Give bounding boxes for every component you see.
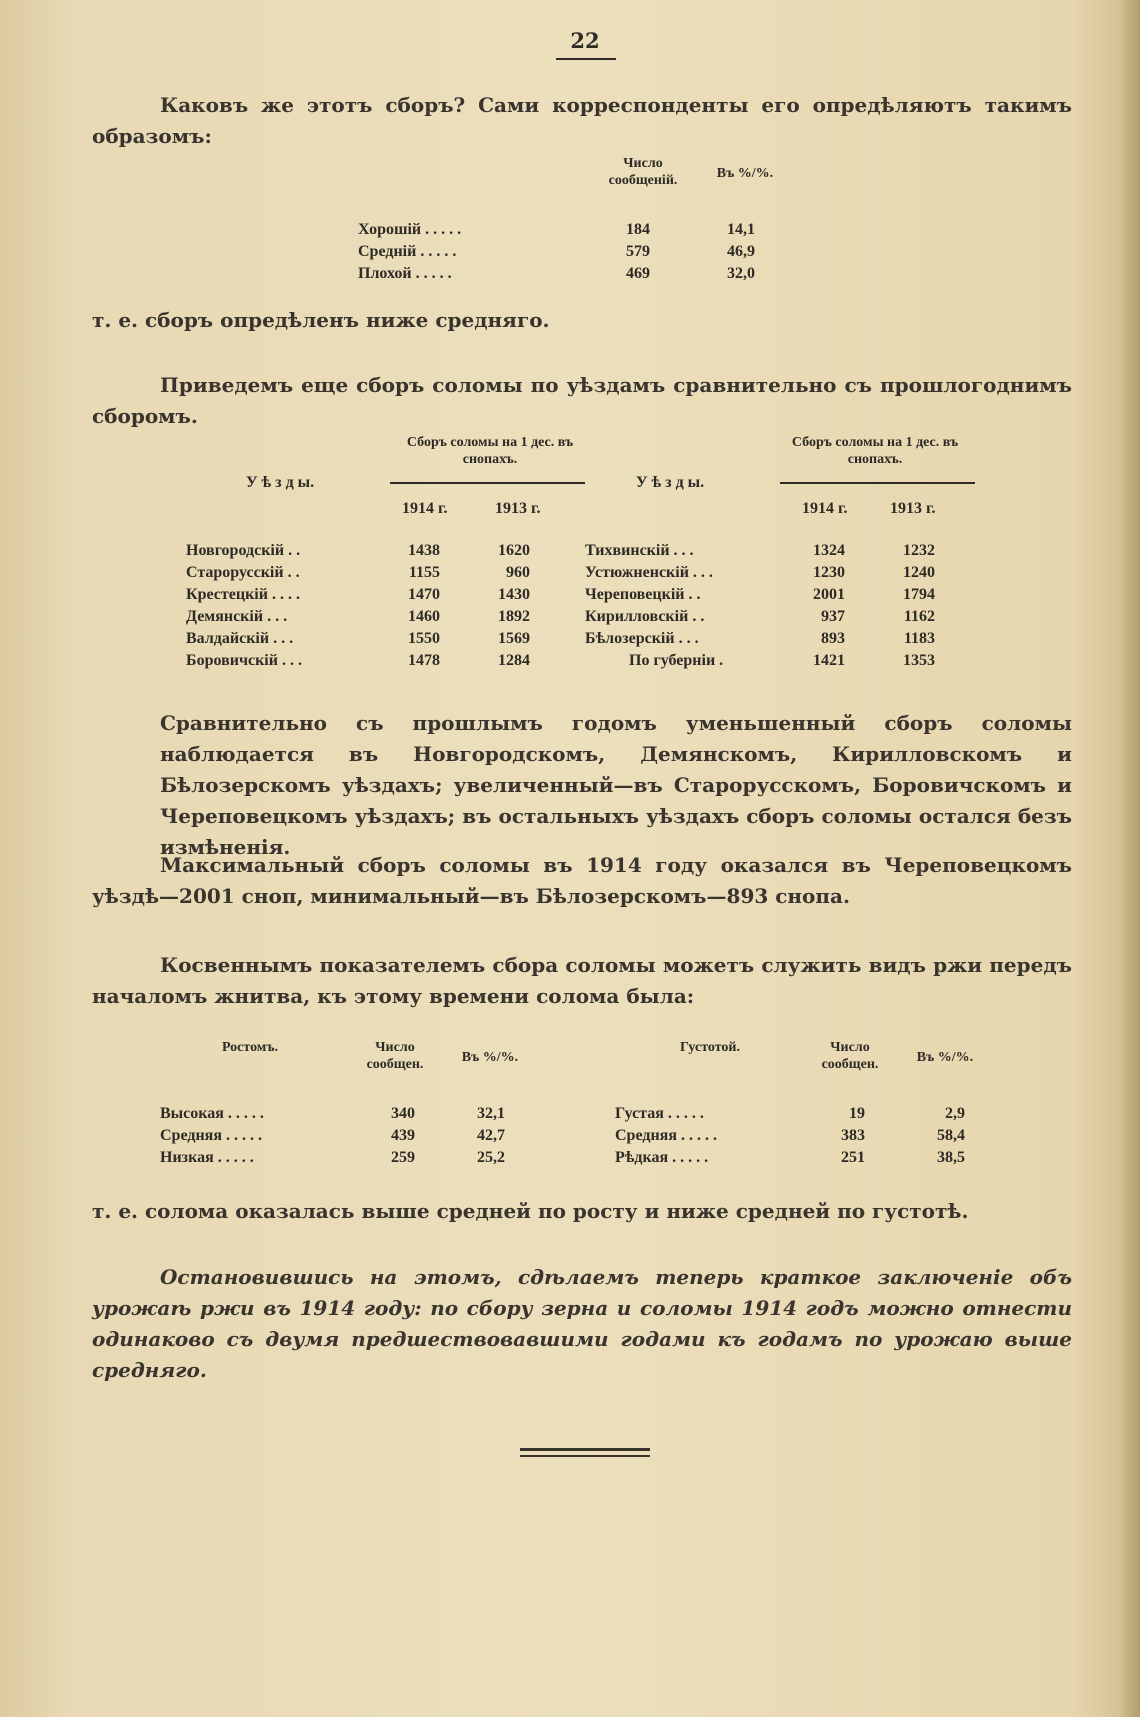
page-edge-shadow — [1118, 0, 1140, 1717]
comparison-paragraph: Сравнительно съ прошлымъ годомъ уменьшенный сборъ соломы наблюдается въ Новгородскомъ, Демянскомъ, Кирилловскомъ и Бѣлозерскомъ уѣздахъ; увеличенный—въ Старорусскомъ, Боровичскомъ и Череповецкомъ уѣздахъ; въ остальныхъ уѣздахъ сборъ соломы остался безъ измѣненія. — [160, 711, 1072, 859]
district-1913: 960 — [506, 564, 530, 581]
district-name: Новгородскій . . — [186, 542, 301, 559]
district-1913: 1232 — [903, 542, 935, 559]
page-number-underline — [556, 58, 616, 60]
density-row-count: 251 — [841, 1149, 865, 1166]
district-1913: 1162 — [903, 608, 935, 625]
district-1914: 937 — [821, 608, 845, 625]
district-1914: 1421 — [813, 652, 845, 669]
district-name: Демянскій . . . — [186, 608, 288, 625]
height-row-label: Высокая . . . . . — [160, 1105, 264, 1122]
harvest-row-count: 579 — [626, 243, 650, 260]
straw-group-header-left: Сборъ соломы на 1 дес. въ снопахъ. — [406, 435, 574, 467]
density-row-pct: 2,9 — [945, 1105, 965, 1122]
end-rule-top — [520, 1448, 650, 1451]
district-name: Крестецкій . . . . — [186, 586, 300, 603]
harvest-row-label: Хорошій . . . . . — [358, 221, 462, 238]
density-col-pct-header: Въ %/%. — [916, 1050, 974, 1065]
harvest-row-pct: 14,1 — [727, 221, 755, 238]
straw-intro-paragraph: Приведемъ еще сборъ соломы по уѣздамъ сравнительно съ прошлогоднимъ сборомъ. — [92, 373, 1072, 428]
year-1913-header-left: 1913 г. — [495, 500, 541, 517]
year-1914-header-right: 1914 г. — [802, 500, 848, 517]
intro-paragraph: Каковъ же этотъ сборъ? Сами корреспонденты его опредѣляютъ такимъ образомъ: — [92, 93, 1072, 148]
district-1913: 1183 — [903, 630, 935, 647]
height-col-pct-header: Въ %/%. — [461, 1050, 519, 1065]
district-1913: 1569 — [498, 630, 530, 647]
height-row-pct: 25,2 — [477, 1149, 505, 1166]
district-col-header-right: У ѣ з д ы. — [635, 474, 705, 491]
density-title: Густотой. — [680, 1040, 740, 1055]
district-name: Кирилловскій . . — [585, 608, 705, 625]
page-number: 22 — [570, 28, 600, 53]
height-row-count: 439 — [391, 1127, 415, 1144]
district-1914: 1478 — [408, 652, 440, 669]
harvest-col-pct-header: Въ %/%. — [716, 166, 774, 181]
height-row-count: 259 — [391, 1149, 415, 1166]
district-1914: 1550 — [408, 630, 440, 647]
straw-district-table — [186, 432, 990, 672]
district-name: Бѣлозерскій . . . — [585, 630, 699, 647]
district-name: Тихвинскій . . . — [585, 542, 694, 559]
density-row-pct: 38,5 — [937, 1149, 965, 1166]
max-paragraph: Максимальный сборъ соломы въ 1914 году оказался въ Череповецкомъ уѣздѣ—2001 сноп, минимальный—въ Бѣлозерскомъ—893 снопа. — [92, 853, 1072, 908]
indirect-paragraph: Косвеннымъ показателемъ сбора соломы можетъ служить видъ ржи передъ началомъ жнитва, къ этому времени солома была: — [92, 953, 1072, 1008]
year-1913-header-right: 1913 г. — [890, 500, 936, 517]
district-name: Череповецкій . . — [585, 586, 701, 603]
harvest-row-pct: 32,0 — [727, 265, 755, 282]
height-row-label: Низкая . . . . . — [160, 1149, 254, 1166]
district-1913: 1794 — [903, 586, 935, 603]
height-row-pct: 42,7 — [477, 1127, 505, 1144]
straw-group-header-right: Сборъ соломы на 1 дес. въ снопахъ. — [791, 435, 959, 467]
density-row-pct: 58,4 — [937, 1127, 965, 1144]
straw-conclusion: т. е. солома оказалась выше средней по росту и ниже средней по густотѣ. — [92, 1199, 969, 1223]
height-row-count: 340 — [391, 1105, 415, 1122]
height-row-label: Средняя . . . . . — [160, 1127, 262, 1144]
height-col-count-header: Число сообщен. — [366, 1040, 424, 1072]
height-row-pct: 32,1 — [477, 1105, 505, 1122]
district-col-header-left: У ѣ з д ы. — [245, 474, 315, 491]
district-name: По губерніи . — [629, 652, 724, 669]
density-row-count: 383 — [841, 1127, 865, 1144]
harvest-row-label: Средній . . . . . — [358, 243, 457, 260]
district-1914: 1324 — [813, 542, 845, 559]
district-name: Устюжненскій . . . — [585, 564, 713, 581]
district-1913: 1892 — [498, 608, 530, 625]
district-1914: 1438 — [408, 542, 440, 559]
district-1914: 2001 — [813, 586, 845, 603]
harvest-row-pct: 46,9 — [727, 243, 755, 260]
density-row-label: Густая . . . . . — [615, 1105, 704, 1122]
harvest-col-count-header: Число сообщеній. — [608, 156, 678, 188]
district-name: Валдайскій . . . — [186, 630, 294, 647]
district-1913: 1353 — [903, 652, 935, 669]
district-1913: 1620 — [498, 542, 530, 559]
density-row-label: Рѣдкая . . . . . — [615, 1149, 709, 1166]
density-row-label: Средняя . . . . . — [615, 1127, 717, 1144]
district-1914: 893 — [821, 630, 845, 647]
district-1914: 1230 — [813, 564, 845, 581]
straw-group-rule-left — [390, 482, 585, 484]
district-1913: 1284 — [498, 652, 530, 669]
density-col-count-header: Число сообщен. — [821, 1040, 879, 1072]
harvest-row-count: 184 — [626, 221, 650, 238]
harvest-row-label: Плохой . . . . . — [358, 265, 452, 282]
density-row-count: 19 — [849, 1105, 865, 1122]
straw-group-rule-right — [780, 482, 975, 484]
district-1914: 1155 — [408, 564, 440, 581]
district-1914: 1460 — [408, 608, 440, 625]
district-name: Боровичскій . . . — [186, 652, 302, 669]
final-conclusion-paragraph: Остановившись на этомъ, сдѣлаемъ теперь краткое заключеніе объ урожаѣ ржи въ 1914 году: по сбору зерна и соломы 1914 годъ можно отнести одинаково съ двумя предшествовавшими годами къ годамъ по урожаю выше средняго. — [92, 1265, 1072, 1382]
harvest-row-count: 469 — [626, 265, 650, 282]
end-rule-bottom — [520, 1455, 650, 1457]
district-1913: 1240 — [903, 564, 935, 581]
district-name: Старорусскій . . — [186, 564, 300, 581]
harvest-conclusion: т. е. сборъ опредѣленъ ниже средняго. — [92, 308, 550, 332]
year-1914-header-left: 1914 г. — [402, 500, 448, 517]
district-1914: 1470 — [408, 586, 440, 603]
district-1913: 1430 — [498, 586, 530, 603]
height-title: Ростомъ. — [221, 1040, 279, 1055]
harvest-table — [350, 155, 830, 290]
straw-state-table — [155, 1035, 1035, 1170]
